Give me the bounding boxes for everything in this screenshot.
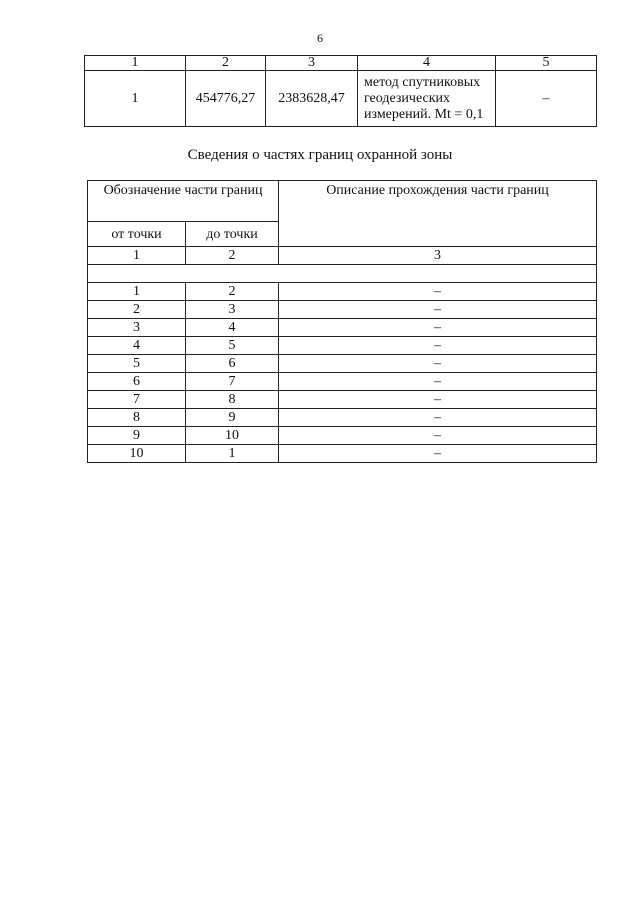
section-caption: Сведения о частях границ охранной зоны — [187, 147, 453, 163]
table-row — [88, 337, 597, 355]
from-point: 10 — [88, 445, 186, 463]
column-number: 3 — [266, 56, 358, 71]
from-point: 6 — [88, 373, 186, 391]
from-point: 1 — [88, 283, 186, 301]
description-cell: – — [279, 283, 597, 301]
description-header: Описание прохождения части границ — [279, 181, 597, 247]
to-point: 8 — [186, 391, 279, 409]
table-row — [88, 409, 597, 427]
table-row — [88, 319, 597, 337]
table-row — [88, 391, 597, 409]
table-header-row — [85, 56, 597, 71]
to-point: 3 — [186, 301, 279, 319]
from-point: 7 — [88, 391, 186, 409]
description-cell: – — [279, 409, 597, 427]
table-row — [88, 373, 597, 391]
from-point: 5 — [88, 355, 186, 373]
method-description: метод спутниковых геодезических измерений. Mt = 0,1 — [358, 71, 496, 127]
from-point: 2 — [88, 301, 186, 319]
column-number: 1 — [85, 56, 186, 71]
to-point: 4 — [186, 319, 279, 337]
table-row — [88, 301, 597, 319]
table-row — [85, 71, 597, 127]
page-number: 6 — [317, 31, 323, 45]
description-cell: – — [279, 391, 597, 409]
description-cell: – — [279, 301, 597, 319]
description-cell: – — [279, 373, 597, 391]
from-point: 9 — [88, 427, 186, 445]
from-point-header: от точки — [88, 222, 186, 247]
description-cell: – — [279, 319, 597, 337]
from-point: 3 — [88, 319, 186, 337]
boundary-parts-table — [87, 180, 597, 463]
table-header-row — [88, 181, 597, 222]
to-point: 5 — [186, 337, 279, 355]
point-number: 1 — [85, 71, 186, 127]
boundary-part-header: Обозначение части границ — [88, 181, 279, 222]
to-point: 1 — [186, 445, 279, 463]
column-numbers-row — [88, 247, 597, 265]
to-point: 6 — [186, 355, 279, 373]
table-row — [88, 355, 597, 373]
table-row — [88, 427, 597, 445]
note-cell: – — [496, 71, 597, 127]
blank-row — [88, 265, 597, 283]
from-point: 4 — [88, 337, 186, 355]
to-point: 9 — [186, 409, 279, 427]
coordinates-table — [84, 55, 597, 127]
column-number: 2 — [186, 247, 279, 265]
column-number: 5 — [496, 56, 597, 71]
to-point-header: до точки — [186, 222, 279, 247]
to-point: 7 — [186, 373, 279, 391]
to-point: 10 — [186, 427, 279, 445]
table-row — [88, 445, 597, 463]
coordinate-y: 2383628,47 — [266, 71, 358, 127]
boundary-rows — [88, 283, 597, 463]
description-cell: – — [279, 445, 597, 463]
table-row — [88, 283, 597, 301]
description-cell: – — [279, 427, 597, 445]
column-number: 1 — [88, 247, 186, 265]
description-cell: – — [279, 337, 597, 355]
to-point: 2 — [186, 283, 279, 301]
column-number: 4 — [358, 56, 496, 71]
column-number: 2 — [186, 56, 266, 71]
coordinate-x: 454776,27 — [186, 71, 266, 127]
from-point: 8 — [88, 409, 186, 427]
column-number: 3 — [279, 247, 597, 265]
description-cell: – — [279, 355, 597, 373]
